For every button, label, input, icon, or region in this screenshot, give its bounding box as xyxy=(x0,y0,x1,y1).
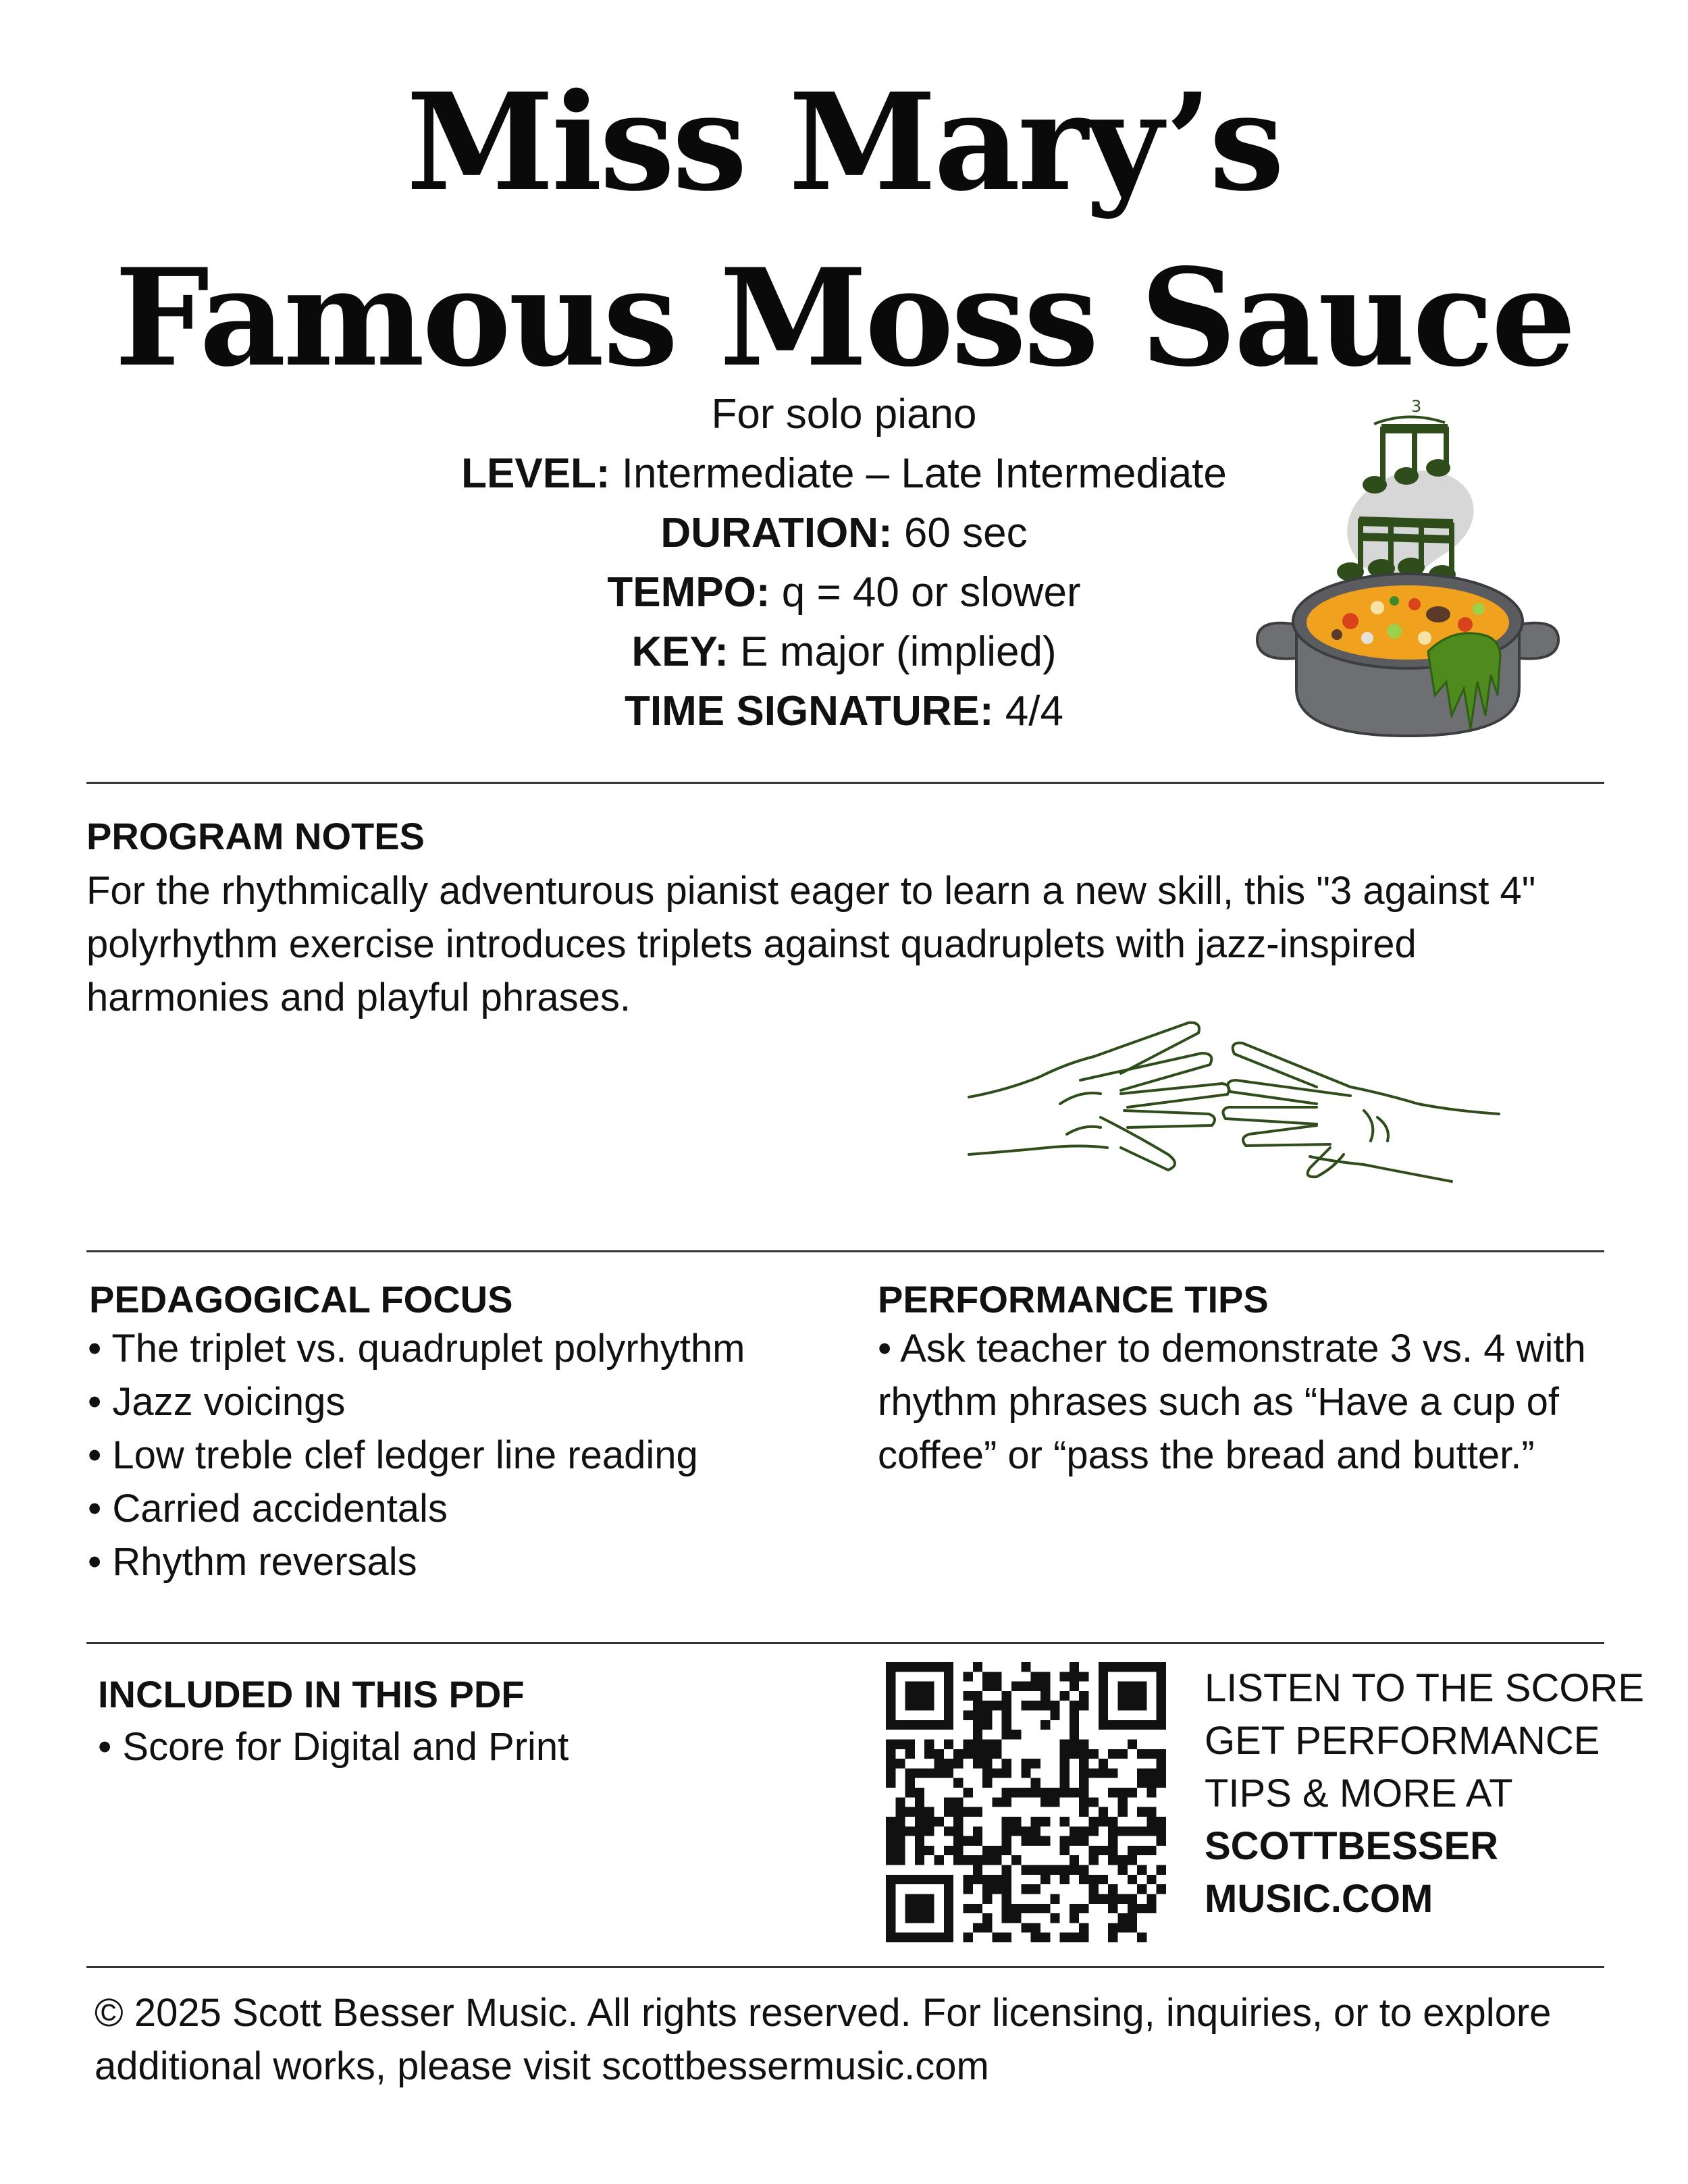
listen-info xyxy=(1205,1662,1644,1925)
time-signature-label: TIME SIGNATURE: xyxy=(625,688,994,735)
included-list xyxy=(98,1720,569,1774)
list-item: • Rhythm reversals xyxy=(88,1540,417,1584)
soup-pot-icon xyxy=(1249,398,1566,743)
triplet-label: 3 xyxy=(1411,397,1422,416)
time-signature-value: 4/4 xyxy=(1005,688,1063,735)
copyright-footer: © 2025 Scott Besser Music. All rights reserved. For licensing, inquiries, or to explore additional works, please visit scottbessermusic.com xyxy=(95,1991,1552,2088)
website-link[interactable]: MUSIC.COM xyxy=(1205,1877,1433,1921)
list-item: • Carried accidentals xyxy=(88,1487,448,1530)
tempo-label: TEMPO: xyxy=(607,569,770,616)
level-label: LEVEL: xyxy=(461,450,610,497)
level-value: Intermediate – Late Intermediate xyxy=(621,450,1227,497)
list-item: • Score for Digital and Print xyxy=(98,1725,569,1769)
performance-tips-text: • Ask teacher to demonstrate 3 vs. 4 with rhythm phrases such as “Have a cup of coffee” or “pass the bread and butter.” xyxy=(878,1327,1586,1477)
key-value: E major (implied) xyxy=(740,629,1057,675)
duration-value: 60 sec xyxy=(903,510,1028,556)
pedagogical-focus-list xyxy=(88,1322,745,1589)
duration-label: DURATION: xyxy=(660,510,893,556)
divider xyxy=(86,782,1604,784)
tempo-value: q = 40 or slower xyxy=(781,569,1081,616)
title-line-1: Miss Mary’s xyxy=(406,63,1282,221)
list-item: • The triplet vs. quadruplet polyrhythm xyxy=(88,1327,745,1370)
program-notes-text: For the rhythmically adventurous pianist eager to learn a new skill, this "3 against 4" polyrhythm exercise introduces triplets against quadruplets with jazz-inspired harmonies and playful phrases. xyxy=(86,869,1536,1019)
qr-code-icon[interactable] xyxy=(886,1662,1166,1942)
divider xyxy=(86,1250,1604,1252)
included-heading: INCLUDED IN THIS PDF xyxy=(98,1673,525,1715)
key-label: KEY: xyxy=(631,629,729,675)
instrument: For solo piano xyxy=(711,391,977,437)
pedagogical-focus-heading: PEDAGOGICAL FOCUS xyxy=(89,1278,513,1321)
title-line-2: Famous Moss Sauce xyxy=(114,239,1574,396)
listen-line: LISTEN TO THE SCORE xyxy=(1205,1666,1645,1710)
listen-line: GET PERFORMANCE xyxy=(1205,1719,1600,1763)
listen-line: TIPS & MORE AT xyxy=(1205,1772,1513,1815)
divider xyxy=(86,1966,1604,1968)
list-item: • Jazz voicings xyxy=(88,1380,346,1424)
performance-tips-heading: PERFORMANCE TIPS xyxy=(878,1278,1269,1321)
website-link[interactable]: SCOTTBESSER xyxy=(1205,1824,1499,1868)
hands-icon xyxy=(966,1016,1506,1198)
list-item: • Low treble clef ledger line reading xyxy=(88,1433,698,1477)
program-notes-heading: PROGRAM NOTES xyxy=(86,815,425,857)
divider xyxy=(86,1642,1604,1644)
